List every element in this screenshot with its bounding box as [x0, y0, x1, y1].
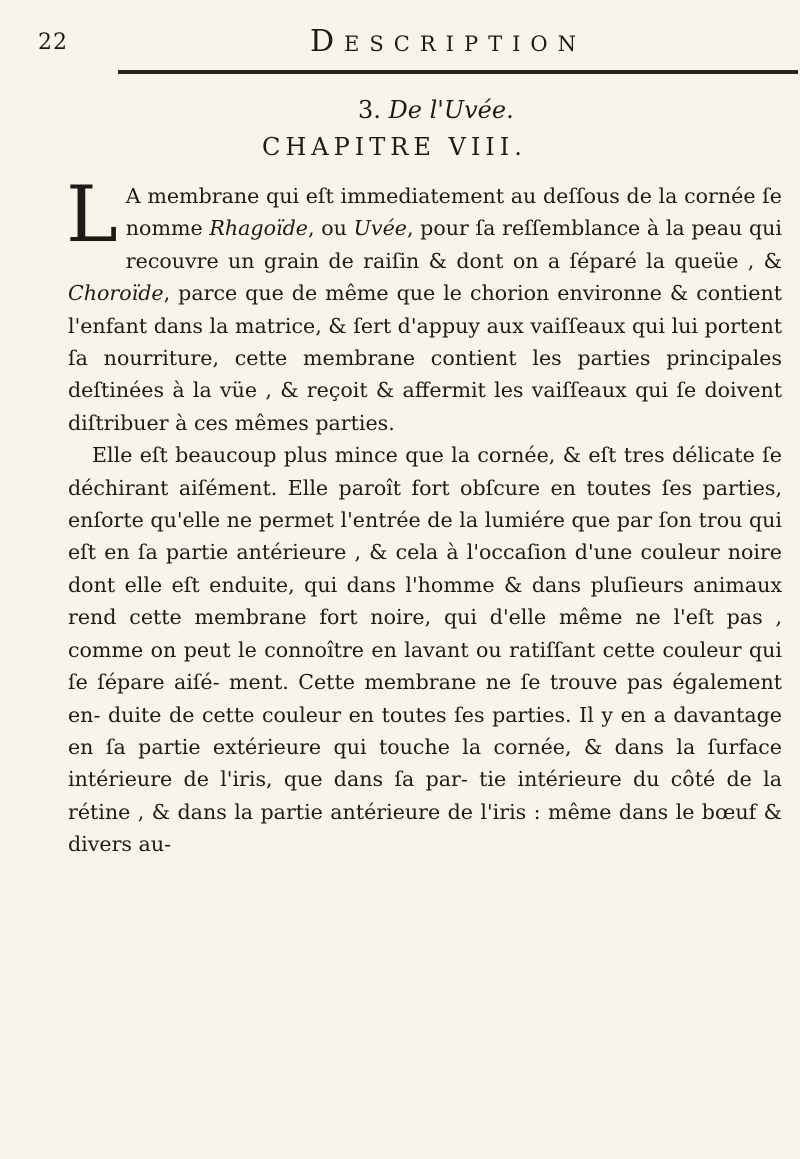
chapter-title: CHAPITRE VIII. [262, 133, 527, 161]
running-head: Description [310, 24, 586, 59]
paragraph-1-part-1: A membrane qui eſt immediatement au deſſous de la cornée ſe nomme [125, 184, 782, 241]
page-number: 22 [38, 30, 68, 55]
paragraph-2: Elle eſt beaucoup plus mince que la cornée, & eſt tres délicate ſe déchirant aiſément. Elle paroît fort obſcure en toutes ſes parties, enſorte qu'elle ne permet l'entrée de la lumiére que par ſon trou qui eſt en ſa partie antérieure , & cela à l'occaſion d'une couleur noire dont elle eſt enduite, qui dans l'homme & dans pluſieurs animaux rend cette membrane fort noire, qui d'elle même ne l'eſt pas , comme on peut le connoître en lavant ou ratiſſant cette couleur qui ſe ſépare aiſé- ment. Cette membrane ne ſe trouve pas également en- duite de cette couleur en toutes ſes parties. Il y en a davantage en ſa partie extérieure qui touche la cornée, & dans la ſurface intérieure de l'iris, que dans ſa par- tie intérieure du côté de la rétine , & dans la partie antérieure de l'iris : même dans le bœuf & divers au- [68, 443, 782, 857]
subsection-title: De l'Uvée. [388, 96, 514, 124]
paragraph-1-part-2: , ou [307, 216, 354, 241]
body-text [66, 170, 782, 861]
paragraph-1-part-3: , pour ſa reſſemblance à la peau qui recouvre un grain de raiſin & dont on a ſéparé la queüe , & [125, 216, 782, 273]
header-rule [118, 70, 798, 74]
term-uvee: Uvée [353, 216, 407, 241]
paragraph-1-part-4: , parce que de même que le chorion environne & contient l'enfant dans la matrice, & ſert d'appuy aux vaiſſeaux qui lui portent ſa nourriture, cette membrane contient les parties principales deſtinées à la vüe , & reçoit & affermit les vaiſſeaux qui ſe doivent diſtribuer à ces mêmes parties. [68, 281, 782, 435]
term-rhagoide: Rhagoïde [209, 216, 308, 241]
paragraph-1 [66, 170, 782, 439]
drop-cap: L [66, 170, 118, 260]
subsection-number: 3. [358, 96, 381, 124]
term-choroide: Choroïde [68, 281, 164, 306]
subsection-heading [358, 96, 514, 124]
